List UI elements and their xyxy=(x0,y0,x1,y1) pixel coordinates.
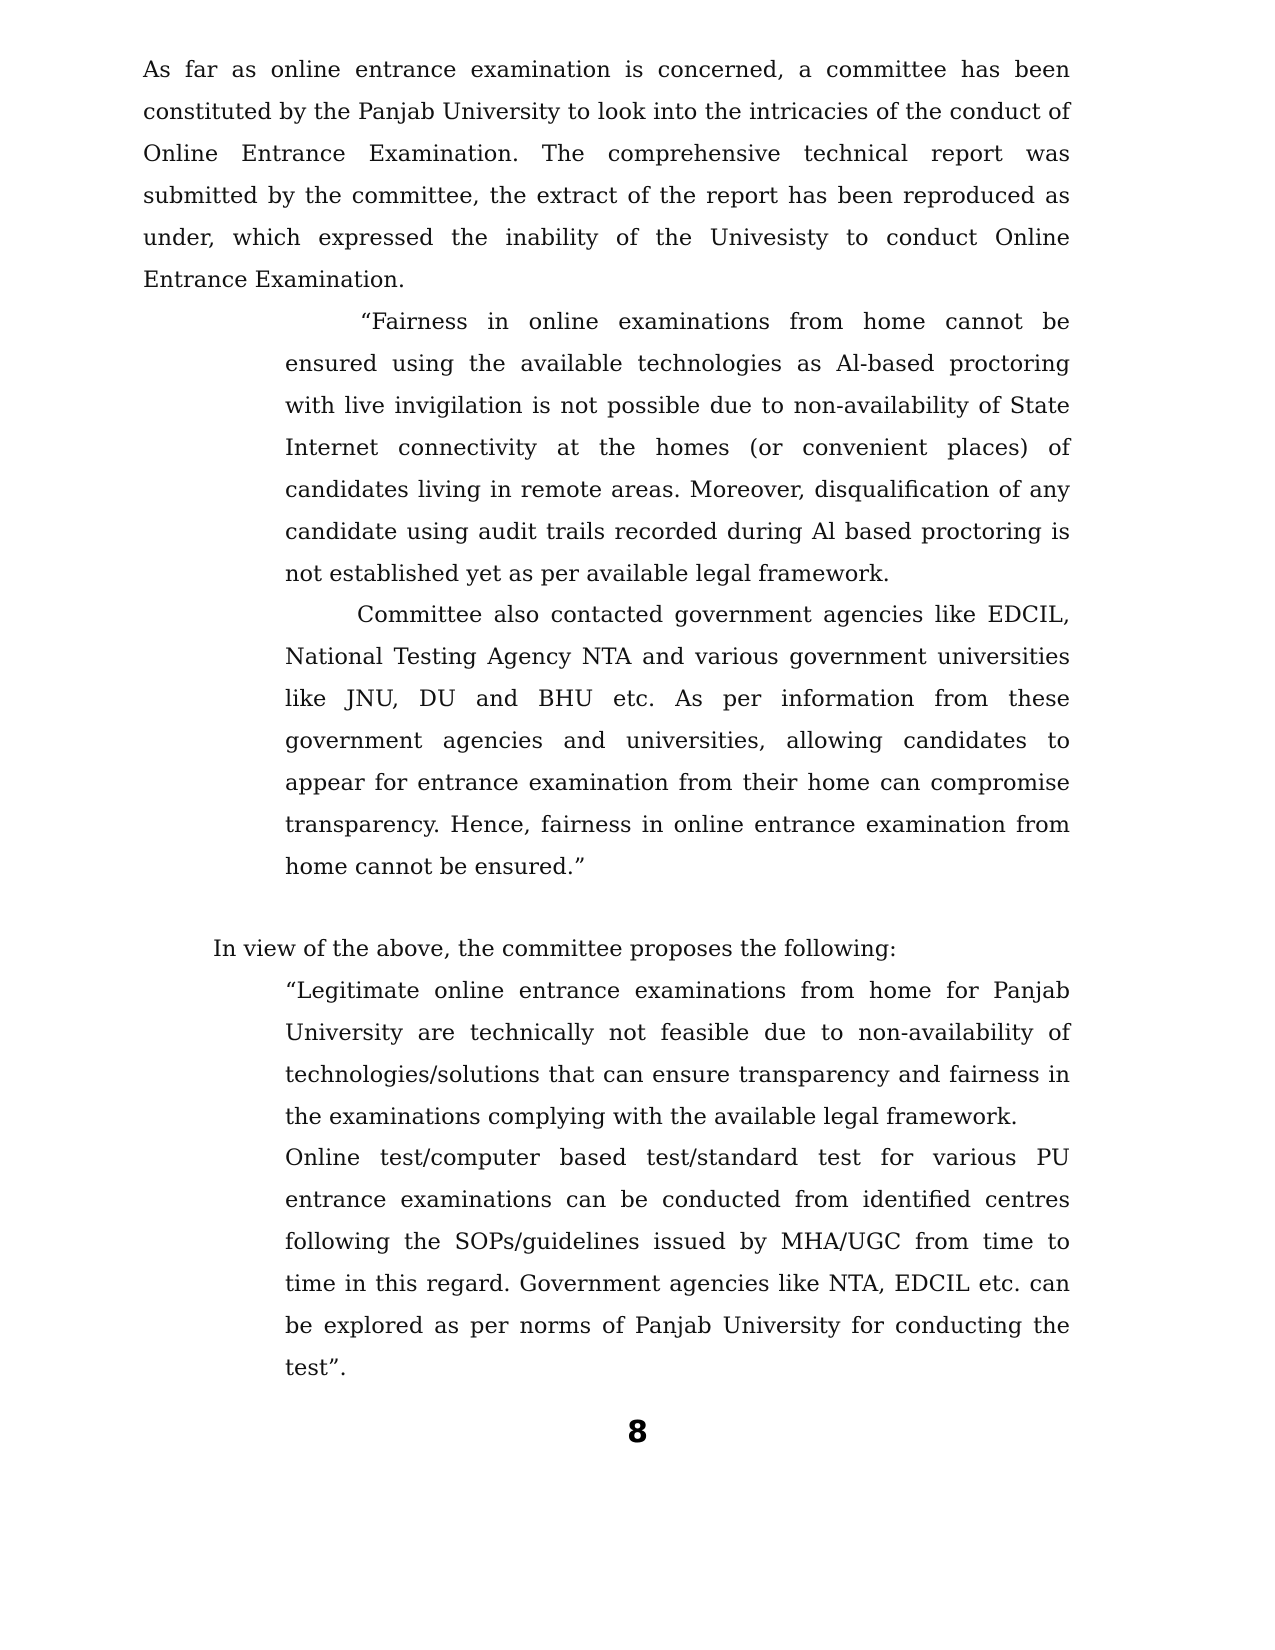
paragraph-online-exam-context: As far as online entrance examination is concerned, a committee has been constituted by the Panjab University to look into the intricacies of the conduct of Online Entrance Examination. The comprehensive technical report was submitted by the committee, the extract of the report has been reproduced as under, which expressed the inability of the Univesisty to conduct Online Entrance Examination. xyxy=(143,57,1070,293)
quote-agencies-paragraph: Committee also contacted government agencies like EDCIL, National Testing Agency NTA and various government universities like JNU, DU and BHU etc. As per information from these government agencies and universities, allowing candidates to appear for entrance examination from their home can compromise transparency. Hence, fairness in online entrance examination from home cannot be ensured.” xyxy=(285,602,1070,880)
proposal-intro: In view of the above, the committee proposes the following: xyxy=(213,936,897,962)
proposal-legitimate-paragraph: “Legitimate online entrance examinations from home for Panjab University are technically not feasible due to non-availability of technologies/solutions that can ensure transparency and fairness in the examinations complying with the available legal framework. xyxy=(285,978,1070,1130)
quote-fairness-paragraph: “Fairness in online examinations from home cannot be ensured using the available technologies as Al-based proctoring with live invigilation is not possible due to non-availability of State Internet connectivity at the homes (or convenient places) of candidates living in remote areas. Moreover, disqualification of any candidate using audit trails recorded during Al based proctoring is not established yet as per available legal framework. xyxy=(285,309,1070,587)
proposal-centres-paragraph: Online test/computer based test/standard test for various PU entrance examinations can be conducted from identified centres following the SOPs/guidelines issued by MHA/UGC from time to time in this regard. Government agencies like NTA, EDCIL etc. can be explored as per norms of Panjab University for conducting the test”. xyxy=(285,1145,1070,1381)
page-number: 8 xyxy=(627,1415,648,1450)
